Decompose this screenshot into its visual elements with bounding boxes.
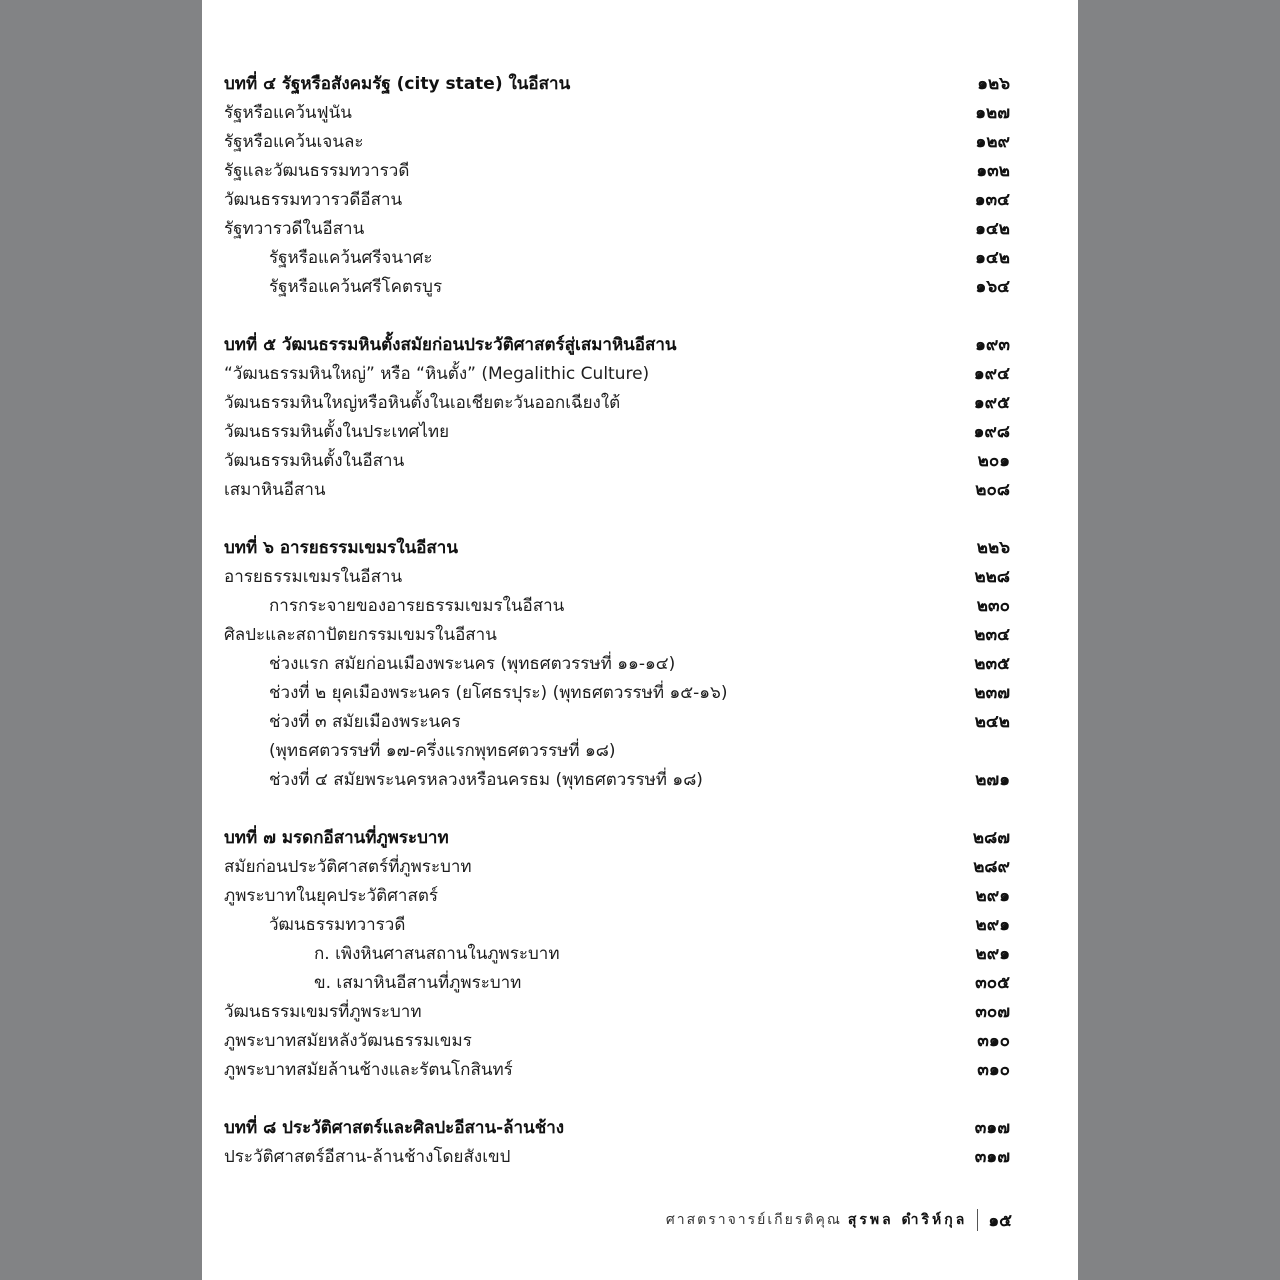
toc-page-number: ๑๒๙ <box>975 132 1010 152</box>
toc-page-number: ๓๑๗ <box>974 1118 1010 1138</box>
toc-page-number: ๑๙๓ <box>975 335 1010 355</box>
toc-entry <box>224 563 1014 592</box>
toc-chapter-heading <box>224 1114 1014 1143</box>
toc-entry-title: สมัยก่อนประวัติศาสตร์ที่ภูพระบาท <box>224 857 472 877</box>
toc-entry <box>224 650 1014 679</box>
toc-entry-title: วัฒนธรรมเขมรที่ภูพระบาท <box>224 1002 422 1022</box>
footer-author: สุรพล ดำริห์กุล <box>847 1212 968 1228</box>
toc-entry <box>224 128 1014 157</box>
toc-page-number: ๑๓๔ <box>974 190 1010 210</box>
toc-page-number: ๒๗๑ <box>975 770 1010 790</box>
toc-entry <box>224 418 1014 447</box>
toc-page-number: ๑๔๒ <box>975 248 1010 268</box>
toc-page-number: ๑๙๔ <box>973 364 1010 384</box>
toc-entry-title: (พุทธศตวรรษที่ ๑๗-ครึ่งแรกพุทธศตวรรษที่ ๑๘) <box>269 741 616 761</box>
toc-chapter-heading <box>224 534 1014 563</box>
toc-page-number: ๒๓๔ <box>974 625 1010 645</box>
toc-entry <box>224 1143 1014 1172</box>
toc-page-number: ๒๔๒ <box>974 712 1010 732</box>
toc-page-number: ๓๑๗ <box>974 1147 1010 1167</box>
toc-chapter-heading <box>224 70 1014 99</box>
toc-entry <box>224 99 1014 128</box>
toc-entry <box>224 389 1014 418</box>
toc-page-number: ๒๙๑ <box>975 886 1010 906</box>
toc-page-number: ๒๘๙ <box>973 857 1010 877</box>
toc-entry <box>224 157 1014 186</box>
toc-entry-title: รัฐหรือแคว้นฟูนัน <box>224 103 352 123</box>
toc-entry-title: ก. เพิงหินศาสนสถานในภูพระบาท <box>314 944 560 964</box>
toc-entry-title: “วัฒนธรรมหินใหญ่” หรือ “หินตั้ง” (Megalithic Culture) <box>224 364 650 384</box>
toc-entry-title: ช่วงที่ ๒ ยุคเมืองพระนคร (ยโศธรปุระ) (พุทธศตวรรษที่ ๑๕-๑๖) <box>269 683 728 703</box>
footer-book-title: ศาสตราจารย์เกียรติคุณ <box>665 1212 842 1228</box>
toc-entry <box>224 360 1014 389</box>
toc-entry-title: การกระจายของอารยธรรมเขมรในอีสาน <box>269 596 565 616</box>
toc-entry-title: ประวัติศาสตร์อีสาน-ล้านช้างโดยสังเขป <box>224 1147 511 1167</box>
toc-entry-title: ช่วงแรก สมัยก่อนเมืองพระนคร (พุทธศตวรรษที่ ๑๑-๑๔) <box>269 654 676 674</box>
toc-entry-title: บทที่ ๕ วัฒนธรรมหินตั้งสมัยก่อนประวัติศาสตร์สู่เสมาหินอีสาน <box>224 335 677 355</box>
toc-page-number: ๒๓๗ <box>974 683 1010 703</box>
toc-page-number: ๒๙๑ <box>975 915 1010 935</box>
toc-page-number: ๑๖๔ <box>975 277 1010 297</box>
toc-entry-title: ภูพระบาทสมัยล้านช้างและรัตนโกสินทร์ <box>224 1060 513 1080</box>
toc-entry-title: วัฒนธรรมหินใหญ่หรือหินตั้งในเอเชียตะวันออกเฉียงใต้ <box>224 393 621 413</box>
toc-entry-title: บทที่ ๖ อารยธรรมเขมรในอีสาน <box>224 538 458 558</box>
toc-page-number: ๒๒๖ <box>976 538 1010 558</box>
footer-page-number: ๑๕ <box>988 1210 1012 1231</box>
toc-page-number: ๒๙๑ <box>975 944 1010 964</box>
toc-page-number: ๒๓๐ <box>976 596 1010 616</box>
toc-entry <box>224 737 1014 766</box>
toc-page-number: ๑๓๒ <box>976 161 1010 181</box>
toc-entry <box>224 592 1014 621</box>
toc-entry-title: วัฒนธรรมทวารวดี <box>269 915 406 935</box>
toc-page-number: ๑๒๗ <box>975 103 1010 123</box>
toc-entry <box>224 766 1014 795</box>
toc-entry <box>224 882 1014 911</box>
toc-entry <box>224 853 1014 882</box>
table-of-contents <box>224 70 1014 1172</box>
toc-page-number: ๑๙๕ <box>973 393 1010 413</box>
toc-page-number: ๒๓๕ <box>974 654 1010 674</box>
toc-entry-title: บทที่ ๔ รัฐหรือสังคมรัฐ (city state) ในอีสาน <box>224 74 571 94</box>
toc-entry-title: บทที่ ๗ มรดกอีสานที่ภูพระบาท <box>224 828 449 848</box>
toc-page-number: ๓๑๐ <box>977 1031 1010 1051</box>
toc-entry-title: ศิลปะและสถาปัตยกรรมเขมรในอีสาน <box>224 625 497 645</box>
toc-page-number: ๓๑๐ <box>977 1060 1010 1080</box>
toc-chapter-heading <box>224 331 1014 360</box>
toc-page-number: ๒๒๘ <box>974 567 1010 587</box>
toc-entry-title: อารยธรรมเขมรในอีสาน <box>224 567 403 587</box>
toc-entry <box>224 969 1014 998</box>
toc-entry <box>224 940 1014 969</box>
toc-page-number: ๑๙๘ <box>973 422 1010 442</box>
toc-entry <box>224 273 1014 302</box>
toc-entry <box>224 621 1014 650</box>
toc-entry-title: วัฒนธรรมหินตั้งในอีสาน <box>224 451 405 471</box>
toc-entry <box>224 679 1014 708</box>
toc-entry-title: เสมาหินอีสาน <box>224 480 326 500</box>
toc-entry-title: ช่วงที่ ๔ สมัยพระนครหลวงหรือนครธม (พุทธศตวรรษที่ ๑๘) <box>269 770 703 790</box>
toc-entry-title: วัฒนธรรมทวารวดีอีสาน <box>224 190 403 210</box>
footer-divider <box>977 1209 978 1231</box>
toc-entry-title: ภูพระบาทในยุคประวัติศาสตร์ <box>224 886 438 906</box>
toc-entry-title: วัฒนธรรมหินตั้งในประเทศไทย <box>224 422 450 442</box>
toc-page-number: ๑๔๒ <box>975 219 1010 239</box>
toc-entry-title: ช่วงที่ ๓ สมัยเมืองพระนคร <box>269 712 461 732</box>
toc-entry-title: รัฐหรือแคว้นศรีโคตรบูร <box>269 277 443 297</box>
toc-entry-title: ข. เสมาหินอีสานที่ภูพระบาท <box>314 973 522 993</box>
toc-entry <box>224 186 1014 215</box>
toc-entry <box>224 447 1014 476</box>
toc-page-number: ๒๘๗ <box>972 828 1010 848</box>
toc-entry <box>224 708 1014 737</box>
toc-entry-title: บทที่ ๘ ประวัติศาสตร์และศิลปะอีสาน-ล้านช้าง <box>224 1118 565 1138</box>
toc-page-number: ๑๒๖ <box>977 74 1010 94</box>
toc-entry-title: ภูพระบาทสมัยหลังวัฒนธรรมเขมร <box>224 1031 472 1051</box>
toc-page-number: ๒๐๘ <box>975 480 1010 500</box>
toc-entry <box>224 1027 1014 1056</box>
toc-page-number: ๒๐๑ <box>977 451 1010 471</box>
toc-entry <box>224 476 1014 505</box>
toc-entry-title: รัฐหรือแคว้นเจนละ <box>224 132 364 152</box>
toc-entry-title: รัฐหรือแคว้นศรีจนาศะ <box>269 248 433 268</box>
page-footer <box>426 1206 1016 1234</box>
toc-page-number: ๓๐๕ <box>975 973 1010 993</box>
toc-entry-title: รัฐทวารวดีในอีสาน <box>224 219 365 239</box>
toc-page-number: ๓๐๗ <box>975 1002 1010 1022</box>
toc-entry <box>224 998 1014 1027</box>
toc-entry <box>224 215 1014 244</box>
toc-chapter-heading <box>224 824 1014 853</box>
toc-entry <box>224 911 1014 940</box>
toc-entry <box>224 1056 1014 1085</box>
toc-entry <box>224 244 1014 273</box>
toc-entry-title: รัฐและวัฒนธรรมทวารวดี <box>224 161 410 181</box>
